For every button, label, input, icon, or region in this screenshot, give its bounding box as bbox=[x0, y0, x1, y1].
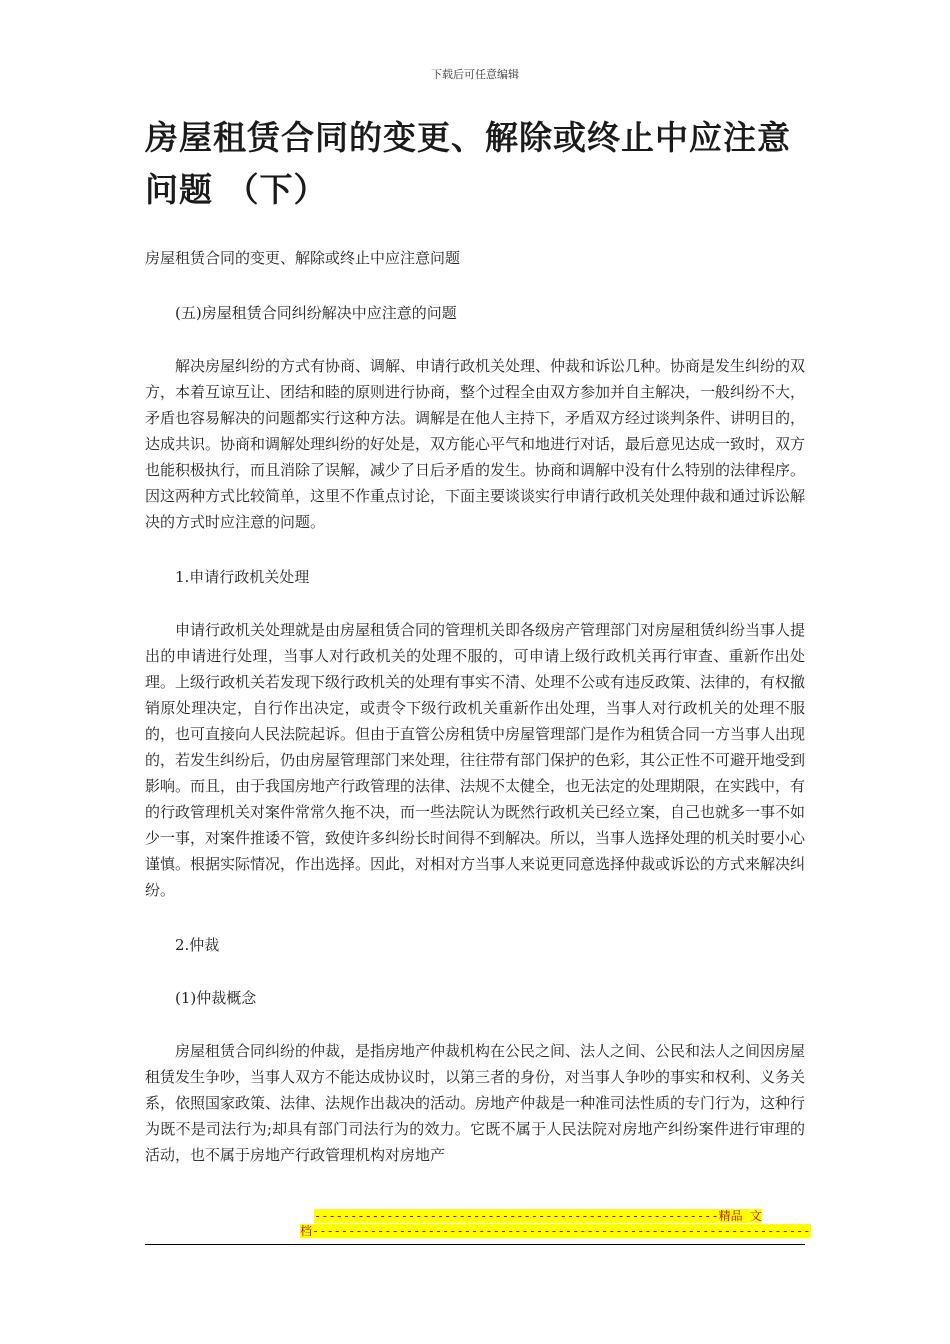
subsection-heading: (1)仲裁概念 bbox=[175, 989, 257, 1007]
footer-line-2: 档--------------------------------------------------------------------- bbox=[300, 1224, 811, 1238]
footer-line-1: --------------------------------------------------------精品 文 bbox=[314, 1209, 762, 1223]
body-paragraph: 解决房屋纠纷的方式有协商、调解、申请行政机关处理、仲裁和诉讼几种。协商是发生纠纷的双方，本着互谅互让、团结和睦的原则进行协商，整个过程全由双方参加并自主解决，一般纠纷不大，矛盾也容易解决的问题都实行这种方法。调解是在他人主持下，矛盾双方经过谈判条件、讲明目的，达成共识。协商和调解处理纠纷的好处是，双方能心平气和地进行对话，最后意见达成一致时，双方也能积极执行，而且消除了误解，减少了日后矛盾的发生。协商和调解中没有什么特别的法律程序。因这两种方式比较简单，这里不作重点讨论，下面主要谈谈实行申请行政机关处理仲裁和通过诉讼解决的方式时应注意的问题。 bbox=[145, 357, 806, 531]
document-title: 房屋租赁合同的变更、解除或终止中应注意问题 （下） bbox=[145, 118, 791, 209]
section-heading: 2.仲裁 bbox=[175, 936, 220, 954]
header-note: 下载后可任意编辑 bbox=[431, 68, 519, 81]
footer-divider bbox=[145, 1244, 805, 1245]
document-subtitle: 房屋租赁合同的变更、解除或终止中应注意问题 bbox=[145, 249, 461, 267]
footer-watermark bbox=[300, 1209, 811, 1239]
section-heading: (五)房屋租赁合同纠纷解决中应注意的问题 bbox=[175, 304, 457, 322]
document-body bbox=[145, 300, 805, 1197]
body-paragraph: 房屋租赁合同纠纷的仲裁，是指房地产仲裁机构在公民之间、法人之间、公民和法人之间因房屋租赁发生争吵，当事人双方不能达成协议时，以第三者的身份，对当事人争吵的事实和权利、义务关系，依照国家政策、法律、法规作出裁决的活动。房地产仲裁是一种准司法性质的专门行为，这种行为既不是司法行为;却具有部门司法行为的效力。它既不属于人民法院对房地产纠纷案件进行审理的活动，也不属于房地产行政管理机构对房地产 bbox=[145, 1042, 806, 1164]
body-paragraph: 申请行政机关处理就是由房屋租赁合同的管理机关即各级房产管理部门对房屋租赁纠纷当事人提出的申请进行处理，当事人对行政机关的处理不服的，可申请上级行政机关再行审查、重新作出处理。上级行政机关若发现下级行政机关的处理有事实不清、处理不公或有违反政策、法律的，有权撤销原处理决定，自行作出决定，或责令下级行政机关重新作出处理，当事人对行政机关的处理不服的，也可直接向人民法院起诉。但由于直管公房租赁中房屋管理部门是作为租赁合同一方当事人出现的，若发生纠纷后，仍由房屋管理部门来处理，往往带有部门保护的色彩，其公正性不可避开地受到影响。而且，由于我国房地产行政管理的法律、法规不太健全，也无法定的处理期限，在实践中，有的行政管理机关对案件常常久拖不决，而一些法院认为既然行政机关已经立案，自己也就多一事不如少一事，对案件推诿不管，致使许多纠纷长时间得不到解决。所以，当事人选择处理的机关时要小心谨慎。根据实际情况，作出选择。因此，对相对方当事人来说更同意选择仲裁或诉讼的方式来解决纠纷。 bbox=[145, 621, 806, 899]
section-heading: 1.申请行政机关处理 bbox=[175, 568, 310, 586]
